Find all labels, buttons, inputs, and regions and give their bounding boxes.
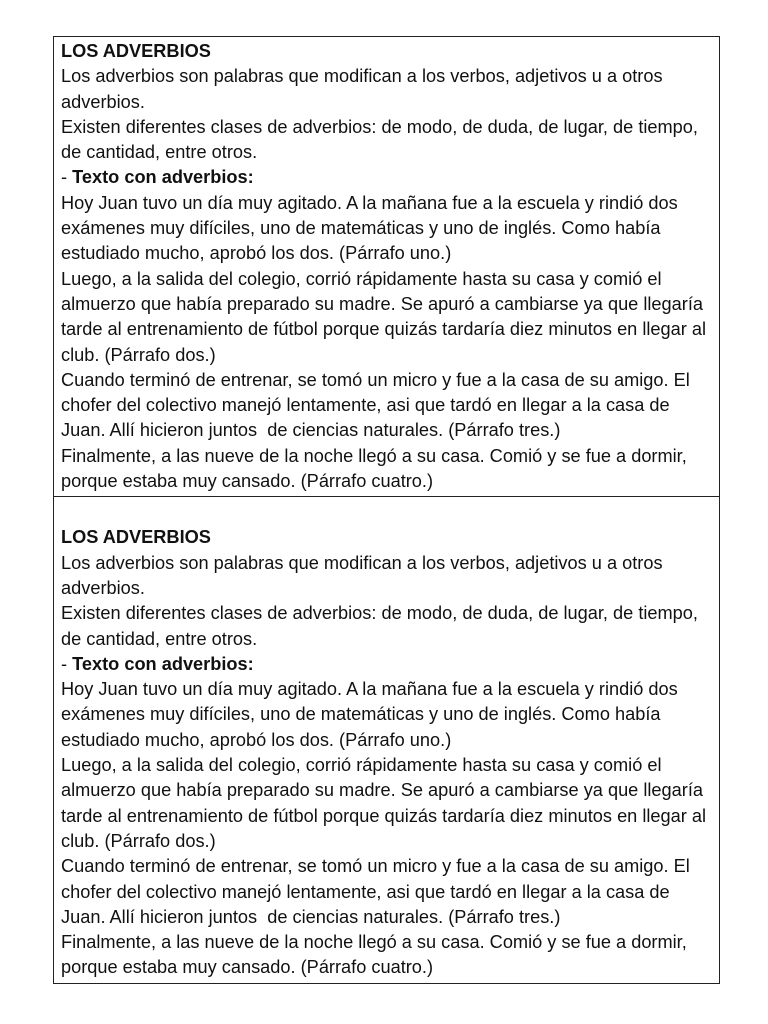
adverbios-box-1: [54, 37, 719, 496]
worksheet-page: [53, 36, 720, 984]
paragraph-1: Hoy Juan tuvo un día muy agitado. A la mañana fue a la escuela y rindió dos exámenes muy difíciles, uno de matemáticas y uno de inglés. Como había estudiado mucho, aprobó los dos. (Párrafo uno.): [61, 679, 683, 750]
paragraph-2: Luego, a la salida del colegio, corrió rápidamente hasta su casa y comió el almuerzo que había preparado su madre. Se apuró a cambiarse ya que llegaría tarde al entrenamiento de fútbol porque quizás tardaría diez minutos en llegar al club. (Párrafo dos.): [61, 755, 712, 851]
paragraph-1: Hoy Juan tuvo un día muy agitado. A la mañana fue a la escuela y rindió dos exámenes muy difíciles, uno de matemáticas y uno de inglés. Como había estudiado mucho, aprobó los dos. (Párrafo uno.): [61, 192, 683, 264]
subtitle-line: [61, 652, 711, 677]
subtitle-prefix: -: [61, 653, 73, 674]
box-subtitle: Texto con adverbios:: [72, 653, 254, 674]
subtitle-prefix: -: [61, 167, 73, 188]
intro-text: Los adverbios son palabras que modifican a los verbos, adjetivos u a otros adverbios.: [61, 552, 668, 598]
adverbios-box-2: [54, 496, 719, 982]
subtitle-line: [61, 165, 711, 190]
paragraph-2: Luego, a la salida del colegio, corrió rápidamente hasta su casa y comió el almuerzo que había preparado su madre. Se apuró a cambiarse ya que llegaría tarde al entrenamiento de fútbol porque quizás tardaría diez minutos en llegar al club. (Párrafo dos.): [61, 268, 712, 365]
classes-text: Existen diferentes clases de adverbios: de modo, de duda, de lugar, de tiempo, de cantidad, entre otros.: [61, 603, 704, 649]
paragraph-4: Finalmente, a las nueve de la noche llegó a su casa. Comió y se fue a dormir, porque estaba muy cansado. (Párrafo cuatro.): [61, 932, 692, 978]
intro-text: Los adverbios son palabras que modifican a los verbos, adjetivos u a otros adverbios.: [61, 66, 668, 112]
paragraph-4: Finalmente, a las nueve de la noche llegó a su casa. Comió y se fue a dormir, porque estaba muy cansado. (Párrafo cuatro.): [61, 445, 692, 492]
classes-text: Existen diferentes clases de adverbios: de modo, de duda, de lugar, de tiempo, de cantidad, entre otros.: [61, 116, 704, 163]
box-subtitle: Texto con adverbios:: [72, 167, 254, 188]
paragraph-3: Cuando terminó de entrenar, se tomó un micro y fue a la casa de su amigo. El chofer del colectivo manejó lentamente, asi que tardó en llegar a la casa de Juan. Allí hicieron juntos de ciencias naturales. (Párrafo tres.): [61, 856, 695, 927]
box-title: LOS ADVERBIOS: [61, 527, 211, 548]
box-title: LOS ADVERBIOS: [61, 41, 211, 61]
paragraph-3: Cuando terminó de entrenar, se tomó un micro y fue a la casa de su amigo. El chofer del colectivo manejó lentamente, asi que tardó en llegar a la casa de Juan. Allí hicieron juntos de ciencias naturales. (Párrafo tres.): [61, 369, 695, 441]
